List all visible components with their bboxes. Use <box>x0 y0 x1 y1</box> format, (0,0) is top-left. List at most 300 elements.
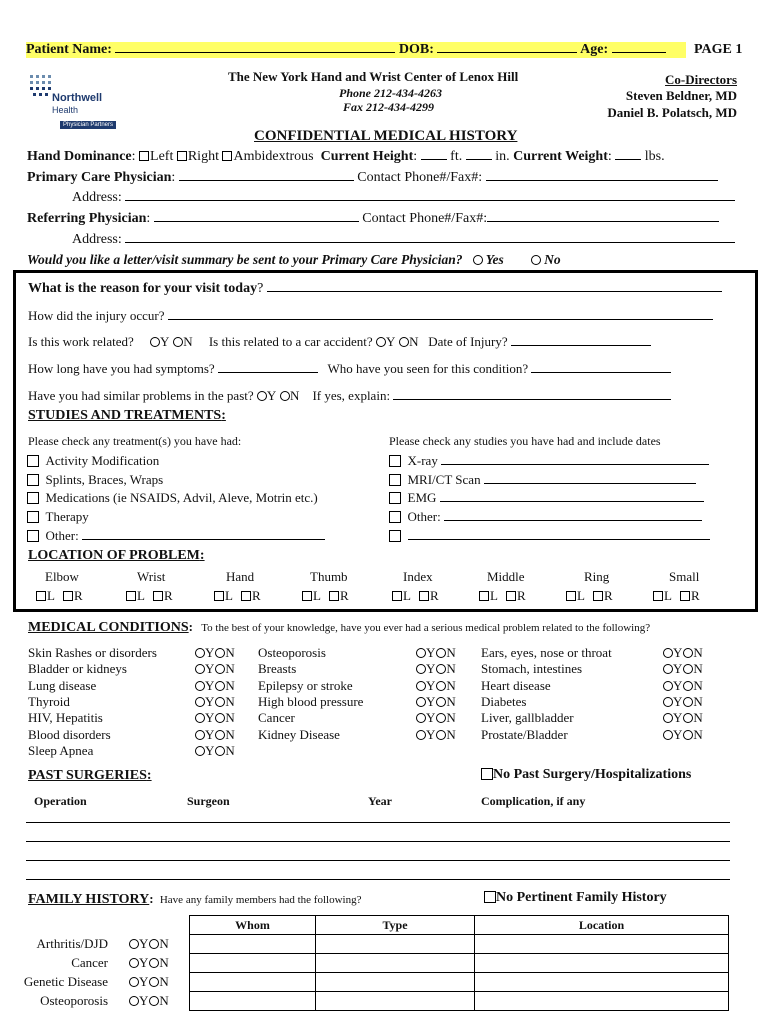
family-condition-label: Genetic Disease <box>23 974 108 989</box>
condition-n-label: N <box>446 661 456 677</box>
study-date-field[interactable] <box>440 492 704 502</box>
study-checkbox[interactable] <box>389 530 401 542</box>
location-right-checkbox[interactable] <box>241 591 251 601</box>
location-r-label: R <box>251 588 261 603</box>
family-yn <box>129 993 169 1009</box>
family-yes-radio[interactable] <box>129 939 139 949</box>
similar-y-label: Y <box>266 388 276 403</box>
condition-no-radio[interactable] <box>436 664 446 674</box>
age-field[interactable] <box>612 43 666 53</box>
family-col-location: Location <box>475 916 729 935</box>
location-heading-text: LOCATION OF PROBLEM <box>28 548 200 563</box>
letter-question: Would you like a letter/visit summary be sent to your Primary Care Physician? <box>27 252 463 267</box>
studies-heading-text: STUDIES AND TREATMENTS <box>28 408 222 423</box>
car-n-label: N <box>409 334 419 349</box>
location-left-checkbox[interactable] <box>479 591 489 601</box>
location-l-label: L <box>490 588 498 603</box>
work-related-label: Is this work related? <box>28 334 134 349</box>
location-l-label: L <box>664 588 672 603</box>
condition-yes-radio[interactable] <box>663 713 673 723</box>
location-part-checks <box>566 588 613 604</box>
no-family-label: No Pertinent Family History <box>496 890 667 905</box>
condition-y-label: Y <box>205 661 215 677</box>
surgery-line[interactable] <box>26 822 730 823</box>
treatment-item <box>27 489 325 508</box>
location-part-label: Index <box>403 569 433 584</box>
study-checkbox[interactable] <box>389 511 401 523</box>
logo-brand: Northwell <box>52 92 103 104</box>
condition-no-radio[interactable] <box>215 648 225 658</box>
condition-yes-radio[interactable] <box>195 697 205 707</box>
location-r-label: R <box>690 588 700 603</box>
condition-no-radio[interactable] <box>683 697 693 707</box>
location-left-checkbox[interactable] <box>126 591 136 601</box>
surgery-line[interactable] <box>26 841 730 842</box>
condition-yn <box>416 727 456 743</box>
condition-no-radio[interactable] <box>436 713 446 723</box>
reason-field[interactable] <box>267 282 722 292</box>
family-no-radio[interactable] <box>149 939 159 949</box>
treatment-label: Activity Modification <box>45 453 160 468</box>
similar-row <box>28 388 671 404</box>
referring-field[interactable] <box>154 212 359 222</box>
condition-yn <box>195 710 235 726</box>
condition-yn <box>663 661 703 677</box>
location-part-checks <box>479 588 526 604</box>
work-yes-radio[interactable] <box>150 337 160 347</box>
referring-contact-field[interactable] <box>487 212 719 222</box>
condition-yn <box>663 694 703 710</box>
symptoms-row <box>28 361 671 377</box>
letter-no-label: No <box>544 252 561 267</box>
location-l-label: L <box>313 588 321 603</box>
family-y-label: Y <box>139 936 149 951</box>
condition-y-label: Y <box>426 693 436 709</box>
pcp-row: Primary Care Physician: Contact Phone#/Fax#: <box>27 170 718 186</box>
condition-n-label: N <box>693 726 703 742</box>
injury-field[interactable] <box>168 310 713 320</box>
form-title: CONFIDENTIAL MEDICAL HISTORY <box>254 128 518 144</box>
condition-yes-radio[interactable] <box>416 681 426 691</box>
dob-field[interactable] <box>437 43 577 53</box>
family-y-label: Y <box>139 955 149 970</box>
condition-y-label: Y <box>205 710 215 726</box>
how-long-label: How long have you had symptoms? <box>28 361 215 376</box>
condition-no-radio[interactable] <box>215 746 225 756</box>
whom-cell[interactable] <box>190 954 316 973</box>
treatment-item <box>27 508 325 527</box>
condition-yn <box>416 710 456 726</box>
pcp-field[interactable] <box>179 171 354 181</box>
condition-y-label: Y <box>426 710 436 726</box>
family-n-label: N <box>159 936 169 951</box>
work-no-radio[interactable] <box>173 337 183 347</box>
whom-cell[interactable] <box>190 992 316 1011</box>
family-yn <box>129 936 169 952</box>
location-cell[interactable] <box>475 992 729 1011</box>
condition-label: Thyroid <box>28 693 70 709</box>
dob-label: DOB: <box>398 42 434 57</box>
condition-label: HIV, Hepatitis <box>28 710 103 726</box>
similar-no-radio[interactable] <box>280 391 290 401</box>
explain-field[interactable] <box>393 390 671 400</box>
type-cell[interactable] <box>316 935 475 954</box>
practice-phone: Phone 212-434-4263 <box>339 86 442 100</box>
treatment-checkbox[interactable] <box>27 474 39 486</box>
condition-y-label: Y <box>673 710 683 726</box>
location-part-checks <box>36 588 83 604</box>
condition-n-label: N <box>693 677 703 693</box>
location-left-checkbox[interactable] <box>36 591 46 601</box>
director-2: Daniel B. Polatsch, MD <box>607 105 737 120</box>
pcp-contact-field[interactable] <box>486 171 718 181</box>
condition-label: Bladder or kidneys <box>28 661 127 677</box>
northwell-logo <box>30 73 130 133</box>
study-label: X-ray <box>407 453 438 468</box>
family-heading: FAMILY HISTORY <box>28 892 150 907</box>
age-label: Age: <box>580 42 609 57</box>
location-left-checkbox[interactable] <box>566 591 576 601</box>
right-label: Right <box>187 149 219 164</box>
who-seen-label: Who have you seen for this condition? <box>327 361 529 376</box>
car-label: Is this related to a car accident? <box>208 334 373 349</box>
col-complication: Complication, if any <box>481 794 586 808</box>
location-right-checkbox[interactable] <box>593 591 603 601</box>
condition-yes-radio[interactable] <box>663 697 673 707</box>
past-surgeries-heading-text: PAST SURGERIES <box>28 768 147 783</box>
condition-no-radio[interactable] <box>683 681 693 691</box>
location-right-checkbox[interactable] <box>329 591 339 601</box>
condition-label: Diabetes <box>481 693 527 709</box>
condition-yes-radio[interactable] <box>416 664 426 674</box>
condition-label: Ears, eyes, nose or throat <box>481 645 612 660</box>
condition-yn <box>663 727 703 743</box>
condition-yes-radio[interactable] <box>663 648 673 658</box>
study-list <box>389 452 710 546</box>
condition-n-label: N <box>446 645 456 660</box>
table-row <box>190 992 729 1011</box>
condition-yes-radio[interactable] <box>195 648 205 658</box>
family-n-label: N <box>159 974 169 989</box>
study-date-field[interactable] <box>441 455 709 465</box>
practice-fax: Fax 212-434-4299 <box>343 100 434 114</box>
study-checkbox[interactable] <box>389 492 401 504</box>
referring-address-row <box>72 232 735 248</box>
condition-n-label: N <box>225 677 235 693</box>
treatment-list <box>27 452 325 546</box>
condition-yes-radio[interactable] <box>416 648 426 658</box>
height-in-field[interactable] <box>466 150 492 160</box>
location-part-checks <box>126 588 173 604</box>
pcp-address-row <box>72 190 735 206</box>
condition-no-radio[interactable] <box>215 664 225 674</box>
family-no-radio[interactable] <box>149 996 159 1006</box>
col-operation: Operation <box>34 794 87 808</box>
table-row <box>190 935 729 954</box>
condition-yes-radio[interactable] <box>195 730 205 740</box>
family-condition-label: Arthritis/DJD <box>36 936 108 951</box>
condition-yn <box>416 678 456 694</box>
location-right-checkbox[interactable] <box>153 591 163 601</box>
location-part-checks <box>214 588 261 604</box>
condition-y-label: Y <box>673 726 683 742</box>
ambidextrous-label: Ambidextrous <box>233 149 314 164</box>
work-n-label: N <box>183 334 193 349</box>
referring-row: Referring Physician: Contact Phone#/Fax#: <box>27 211 719 227</box>
weight-field[interactable] <box>615 150 641 160</box>
location-part-label: Elbow <box>45 569 79 584</box>
similar-label: Have you had similar problems in the past? <box>28 388 254 403</box>
weight-label: Current Weight <box>513 149 608 164</box>
condition-label: Heart disease <box>481 677 551 693</box>
condition-yn <box>195 661 235 677</box>
patient-name-label: Patient Name: <box>26 42 112 57</box>
similar-yes-radio[interactable] <box>257 391 267 401</box>
location-heading: LOCATION OF PROBLEM: <box>28 548 205 563</box>
medical-heading-row: MEDICAL CONDITIONS: To the best of your knowledge, have you ever had a serious medical problem related to the following? <box>28 619 651 635</box>
condition-n-label: N <box>446 726 456 742</box>
condition-no-radio[interactable] <box>215 713 225 723</box>
reason-label: What is the reason for your visit today <box>28 281 258 296</box>
condition-yes-radio[interactable] <box>195 713 205 723</box>
condition-y-label: Y <box>673 693 683 709</box>
col-year: Year <box>368 794 392 808</box>
treatment-label: Other: <box>45 527 79 543</box>
location-l-label: L <box>47 588 55 603</box>
reason-row: What is the reason for your visit today? <box>28 281 722 297</box>
condition-n-label: N <box>446 710 456 726</box>
letter-question-row <box>27 252 561 268</box>
condition-yn <box>195 743 235 759</box>
study-date-field[interactable] <box>408 530 710 540</box>
injury-row <box>28 308 713 324</box>
condition-n-label: N <box>693 645 703 660</box>
logo-sub: Health <box>52 105 79 115</box>
letter-no-radio[interactable] <box>531 255 541 265</box>
right-checkbox[interactable] <box>177 151 187 161</box>
family-y-label: Y <box>139 974 149 989</box>
family-no-radio[interactable] <box>149 977 159 987</box>
location-right-checkbox[interactable] <box>419 591 429 601</box>
treatment-checkbox[interactable] <box>27 492 39 504</box>
study-item <box>389 471 710 490</box>
condition-no-radio[interactable] <box>436 648 446 658</box>
family-yn <box>129 974 169 990</box>
condition-n-label: N <box>693 710 703 726</box>
condition-yn <box>416 694 456 710</box>
patient-name-field[interactable] <box>115 43 395 53</box>
condition-label: Epilepsy or stroke <box>258 677 353 693</box>
location-cell[interactable] <box>475 954 729 973</box>
no-family-checkbox[interactable] <box>484 891 496 903</box>
study-date-field[interactable] <box>484 474 696 484</box>
family-col-type: Type <box>316 916 475 935</box>
no-family-row <box>484 890 667 906</box>
condition-label: Blood disorders <box>28 726 111 742</box>
logo-tag: Physician Partners <box>60 121 116 129</box>
pcp-address-label: Address: <box>72 190 122 205</box>
condition-yes-radio[interactable] <box>663 730 673 740</box>
condition-yes-radio[interactable] <box>416 730 426 740</box>
pcp-address-field[interactable] <box>125 191 735 201</box>
condition-no-radio[interactable] <box>436 730 446 740</box>
family-yes-radio[interactable] <box>129 958 139 968</box>
condition-no-radio[interactable] <box>683 664 693 674</box>
family-n-label: N <box>159 955 169 970</box>
lbs-label: lbs. <box>644 149 665 164</box>
family-yes-radio[interactable] <box>129 996 139 1006</box>
location-right-checkbox[interactable] <box>63 591 73 601</box>
treatment-checkbox[interactable] <box>27 511 39 523</box>
condition-y-label: Y <box>205 726 215 742</box>
condition-n-label: N <box>446 677 456 693</box>
car-yes-radio[interactable] <box>376 337 386 347</box>
hand-dominance-label: Hand Dominance <box>27 149 132 164</box>
whom-cell[interactable] <box>190 973 316 992</box>
height-ft-field[interactable] <box>421 150 447 160</box>
condition-yes-radio[interactable] <box>416 713 426 723</box>
location-r-label: R <box>73 588 83 603</box>
condition-label: Lung disease <box>28 677 97 693</box>
condition-no-radio[interactable] <box>683 730 693 740</box>
hand-dominance-row: Hand Dominance: Left Right Ambidextrous Current Height: ft. in. Current Weight: lbs. <box>27 149 665 164</box>
type-cell[interactable] <box>316 973 475 992</box>
no-surgery-checkbox[interactable] <box>481 768 493 780</box>
condition-yn <box>195 678 235 694</box>
study-checkbox[interactable] <box>389 474 401 486</box>
condition-y-label: Y <box>673 661 683 677</box>
study-date-field[interactable] <box>444 511 702 521</box>
location-right-checkbox[interactable] <box>680 591 690 601</box>
whom-cell[interactable] <box>190 935 316 954</box>
family-table <box>189 915 729 1011</box>
letter-yes-label: Yes <box>485 252 504 267</box>
condition-yn <box>416 661 456 677</box>
treatment-prompt: Please check any treatment(s) you have had: <box>28 434 242 448</box>
treatment-checkbox[interactable] <box>27 530 39 542</box>
location-left-checkbox[interactable] <box>392 591 402 601</box>
location-part-label: Middle <box>487 569 525 584</box>
left-label: Left <box>150 149 174 164</box>
referring-address-field[interactable] <box>125 233 735 243</box>
family-no-radio[interactable] <box>149 958 159 968</box>
study-checkbox[interactable] <box>389 455 401 467</box>
ambidextrous-checkbox[interactable] <box>222 151 232 161</box>
location-r-label: R <box>516 588 526 603</box>
location-left-checkbox[interactable] <box>302 591 312 601</box>
condition-y-label: Y <box>426 645 436 660</box>
family-yn <box>129 955 169 971</box>
medical-heading: MEDICAL CONDITIONS <box>28 620 189 635</box>
no-surgery-label: No Past Surgery/Hospitalizations <box>493 767 692 782</box>
treatment-other-field[interactable] <box>82 530 325 540</box>
condition-yes-radio[interactable] <box>195 746 205 756</box>
condition-n-label: N <box>225 645 235 660</box>
condition-n-label: N <box>693 693 703 709</box>
location-part-label: Wrist <box>137 569 166 584</box>
medical-prompt: To the best of your knowledge, have you ever had a serious medical problem related to the following? <box>201 622 651 634</box>
condition-no-radio[interactable] <box>436 697 446 707</box>
work-car-row <box>28 334 651 350</box>
treatment-item <box>27 471 325 490</box>
similar-n-label: N <box>290 388 300 403</box>
location-cell[interactable] <box>475 935 729 954</box>
condition-label: High blood pressure <box>258 693 364 709</box>
treatment-item <box>27 452 325 471</box>
letter-yes-radio[interactable] <box>473 255 483 265</box>
table-row <box>190 973 729 992</box>
no-surgery-row <box>481 767 691 783</box>
condition-yn <box>663 645 703 661</box>
referring-label: Referring Physician <box>27 211 147 226</box>
location-l-label: L <box>403 588 411 603</box>
family-yes-radio[interactable] <box>129 977 139 987</box>
type-cell[interactable] <box>316 992 475 1011</box>
condition-no-radio[interactable] <box>215 697 225 707</box>
treatment-checkbox[interactable] <box>27 455 39 467</box>
condition-yes-radio[interactable] <box>195 681 205 691</box>
who-seen-field[interactable] <box>531 363 671 373</box>
car-no-radio[interactable] <box>399 337 409 347</box>
condition-no-radio[interactable] <box>436 681 446 691</box>
condition-y-label: Y <box>673 645 683 660</box>
in-label: in. <box>495 149 510 164</box>
location-r-label: R <box>163 588 173 603</box>
location-part-label: Small <box>669 569 700 584</box>
location-part-checks <box>302 588 349 604</box>
condition-no-radio[interactable] <box>215 681 225 691</box>
location-r-label: R <box>603 588 613 603</box>
condition-n-label: N <box>225 726 235 742</box>
location-l-label: L <box>137 588 145 603</box>
condition-yes-radio[interactable] <box>195 664 205 674</box>
location-r-label: R <box>339 588 349 603</box>
condition-yes-radio[interactable] <box>663 664 673 674</box>
date-injury-field[interactable] <box>511 336 651 346</box>
how-long-field[interactable] <box>218 363 318 373</box>
location-left-checkbox[interactable] <box>214 591 224 601</box>
type-cell[interactable] <box>316 954 475 973</box>
practice-name: The New York Hand and Wrist Center of Lenox Hill <box>228 69 519 84</box>
treatment-item <box>27 527 325 546</box>
treatment-label: Therapy <box>45 509 89 525</box>
location-right-checkbox[interactable] <box>506 591 516 601</box>
condition-label: Liver, gallbladder <box>481 710 574 726</box>
study-label: Other: <box>407 509 441 525</box>
condition-no-radio[interactable] <box>215 730 225 740</box>
date-injury-label: Date of Injury? <box>428 334 508 349</box>
ft-label: ft. <box>450 149 463 164</box>
left-checkbox[interactable] <box>139 151 149 161</box>
if-yes-label: If yes, explain: <box>312 388 391 403</box>
condition-no-radio[interactable] <box>683 648 693 658</box>
condition-label: Prostate/Bladder <box>481 726 568 742</box>
patient-header <box>26 42 686 58</box>
page-number: PAGE 1 <box>694 42 743 57</box>
location-cell[interactable] <box>475 973 729 992</box>
condition-n-label: N <box>693 661 703 677</box>
surgery-line[interactable] <box>26 879 730 880</box>
surgery-line[interactable] <box>26 860 730 861</box>
condition-label: Kidney Disease <box>258 726 340 742</box>
condition-yes-radio[interactable] <box>416 697 426 707</box>
condition-yes-radio[interactable] <box>663 681 673 691</box>
family-y-label: Y <box>139 993 149 1008</box>
location-left-checkbox[interactable] <box>653 591 663 601</box>
condition-no-radio[interactable] <box>683 713 693 723</box>
col-surgeon: Surgeon <box>187 794 230 808</box>
director-1: Steven Beldner, MD <box>625 88 737 103</box>
